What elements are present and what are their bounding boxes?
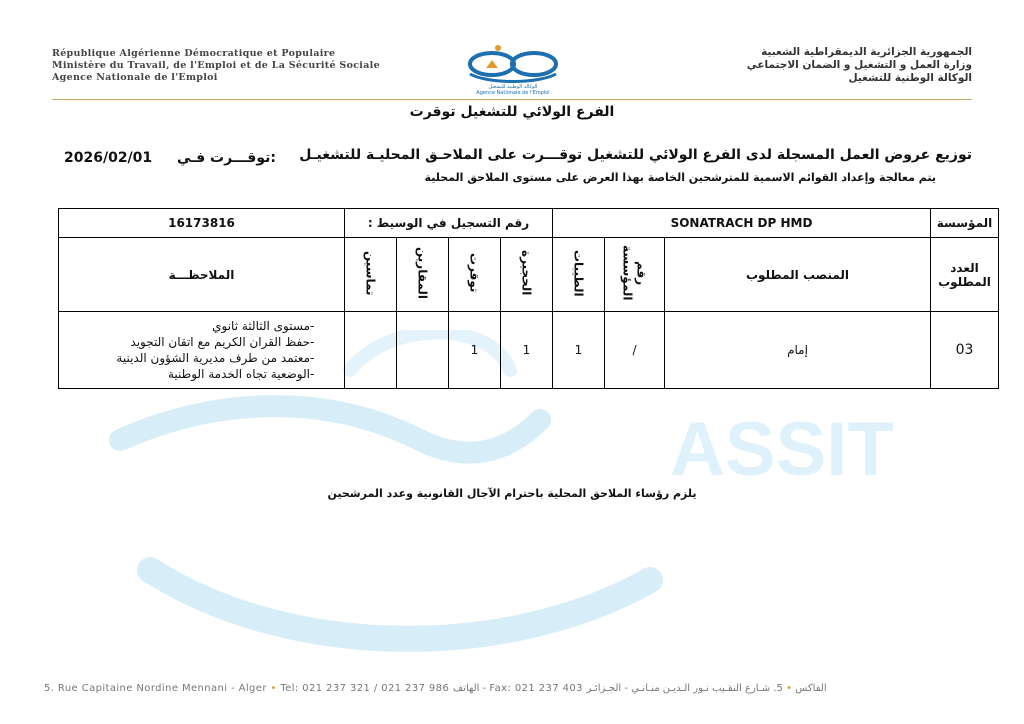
header-remarks: الملاحظـــة (59, 238, 345, 312)
header-french (52, 48, 380, 84)
footer-tel-ar: الهاتف (452, 683, 480, 694)
header-rule (52, 99, 972, 100)
logo-caption-ar: الوكالة الوطنية للتشغيل (488, 84, 538, 90)
header-ar-line: الجمهورية الجزائرية الديمقراطية الشعبية (761, 46, 972, 58)
document-subtitle: يتم معالجة وإعداد القوائم الاسمية للمترشحين الخاصة بهذا العرض على مستوى الملاحق المحلية (424, 171, 936, 184)
offers-table (58, 208, 999, 389)
header-hajira: الحجيرة (519, 250, 534, 296)
header-fr-line: République Algérienne Démocratique et Populaire (52, 48, 336, 59)
document-title: توزيع عروض العمل المسجلة لدى الفرع الولائي للتشغيل توقـــرت على الملاحـق المحليـة للتشغيـل (299, 147, 972, 163)
date-label: توقـــرت فـي: (177, 150, 276, 166)
institution-name: SONATRACH DP HMD (553, 209, 931, 238)
header-count: العدد المطلوب (931, 238, 999, 312)
footer-fax: Fax: 021 237 403 (489, 683, 583, 694)
header-fr-line: Ministère du Travail, de l'Emploi et de La Sécurité Sociale (52, 60, 380, 71)
cell-temacine (345, 312, 397, 389)
list-item: - مستوى الثالثة ثانوي (59, 318, 332, 334)
document-date (64, 150, 276, 166)
header-position: المنصب المطلوب (665, 238, 931, 312)
header-megarine: المقارين (415, 246, 430, 300)
header-ar-line: الوكالة الوطنية للتشغيل (848, 72, 972, 84)
logo-caption (448, 84, 578, 96)
list-item: - معتمد من طرف مديرية الشؤون الدينية (59, 350, 332, 366)
header-ar-line: وزارة العمل و التشغيل و الضمان الاجتماعي (746, 59, 972, 71)
date-value: 2026/02/01 (64, 150, 153, 166)
header-temacine: تماسين (363, 250, 378, 296)
header-institution-no: رقم المؤسسة (620, 245, 649, 301)
cell-institution-no: / (605, 312, 665, 389)
footnote: يلزم رؤساء الملاحق المحلية باحترام الآجال القانونية وعدد المرشحين (327, 487, 697, 500)
remarks-list (59, 318, 344, 382)
footer-tel: Tel: 021 237 321 / 021 237 986 (280, 683, 450, 694)
cell-remarks (59, 312, 345, 389)
registration-label: رقم التسجيل في الوسيط : (345, 209, 553, 238)
footer-address-ar: 5. شـارع النقـيب نـور الـديـن منـانـي - الجـزائـر (586, 683, 783, 694)
cell-hajira: 1 (501, 312, 553, 389)
footer-fax-ar: الفاكس (795, 683, 827, 694)
cell-megarine (397, 312, 449, 389)
table-row (59, 312, 999, 389)
header-touggourt: توقرت (467, 253, 482, 293)
page-footer: 5. Rue Capitaine Nordine Mennani - Alger • Tel: 021 237 321 / 021 237 986 الهاتف - Fax: 021 237 403 الفاكس • 5. شـارع النقـيب نـور الـديـن منـانـي - الجـزائـر (44, 683, 827, 694)
institution-row (59, 209, 999, 238)
header-row (59, 238, 999, 312)
registration-number: 16173816 (59, 209, 345, 238)
cell-touggourt: 1 (449, 312, 501, 389)
branch-title: الفرع الولائي للتشغيل توقرت (409, 104, 615, 120)
list-item: - حفظ القران الكريم مع اتقان التجويد (59, 334, 332, 350)
logo-caption-fr: Agence Nationale de l'Emploi (476, 90, 550, 96)
cell-position: إمام (665, 312, 931, 389)
institution-label: المؤسسة (931, 209, 999, 238)
cell-taibat: 1 (553, 312, 605, 389)
header-arabic (747, 46, 972, 85)
header-fr-line: Agence Nationale de l'Emploi (52, 72, 218, 83)
header-taibat: الطيبات (571, 249, 586, 297)
footer-address-fr: 5. Rue Capitaine Nordine Mennani - Alger (44, 683, 267, 694)
cell-count: 03 (931, 312, 999, 389)
list-item: - الوضعية تجاه الخدمة الوطنية (59, 366, 332, 382)
watermark-text: ASSIT (670, 407, 894, 492)
